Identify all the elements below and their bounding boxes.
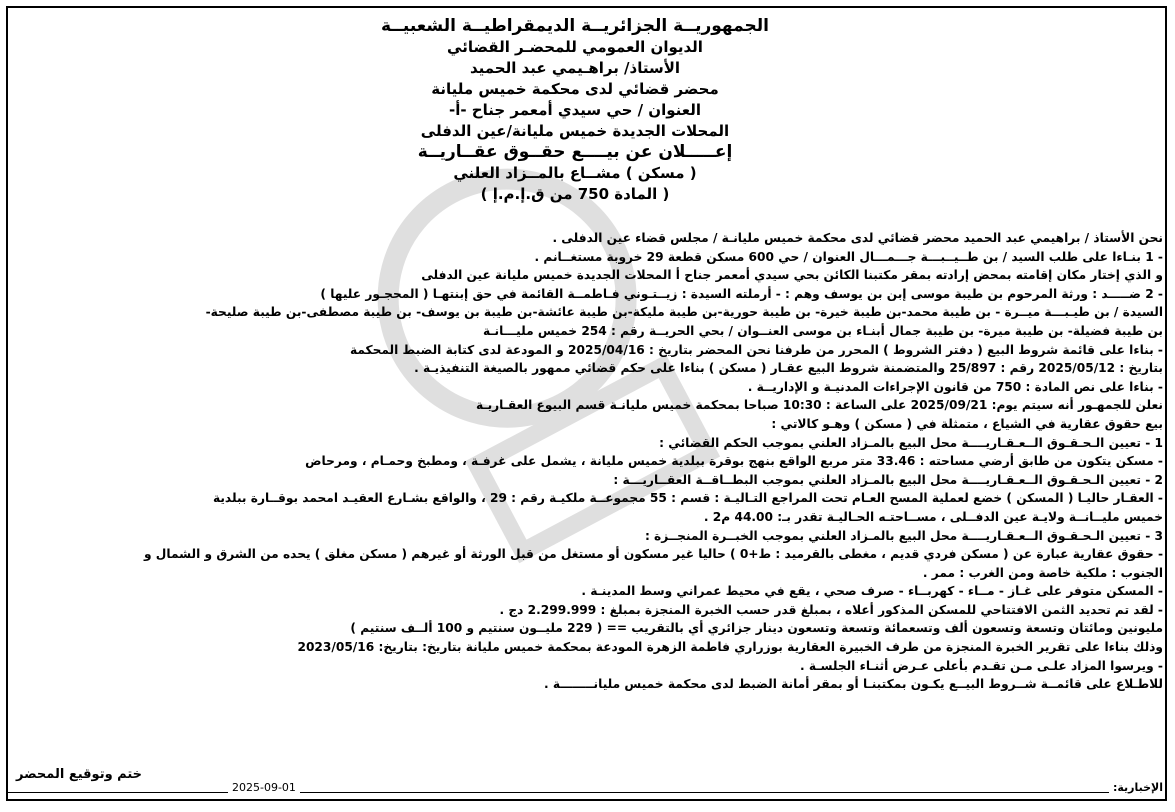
publication-date: 2025-09-01 <box>228 781 300 794</box>
body-line: - ويرسوا المزاد علـى مـن تقـدم بأعلى عـرض أثنـاء الجلسـة . <box>800 658 1163 673</box>
signature-label: ختم وتوقيع المحضر <box>16 767 143 782</box>
header-line-location: المحلات الجديدة خميس مليانة/عين الدفلى <box>420 122 730 140</box>
body-line: للاطـلاع على قائمــة شــروط البيــع يكـون بمكتبنـا أو بمقر أمانة الضبط لدى محكمة خميس مليانــــــــة . <box>543 677 1163 692</box>
body-line: الجنوب : ملكية خاصة ومن الغرب : ممر . <box>922 565 1163 580</box>
header-block <box>300 16 850 205</box>
notice-title: إعـــــلان عن بيــــع حقــوق عقــاريــة <box>417 142 733 162</box>
body-line: - مسكن يتكون من طابق أرضي مساحته : 33.46 متر مربع الواقع بنهج بوقرة ببلدية خميس مليانة ، يشمل على غرفـة ، ومطبخ وحمـام ، ومرحاض <box>305 454 1163 469</box>
body-line: - 2 ضـــــد : ورثة المرحوم بن طيبة موسى إبن بن يوسف وهم : - أرملته السيدة : زيــتـوني فـاطمــة القائمة في حق إبنتهـا ( المحجـور عليها ) <box>320 286 1163 301</box>
body-line: 3 - تعيين الـحـقـوق الــعـقـاريــــة محل البيع بالمـزاد العلني بموجب الخبــرة المنجــزة : <box>644 528 1163 543</box>
footer <box>8 781 1163 799</box>
body-line: بتاريخ : 2025/05/12 رقم : 25/897 والمتضمنة شروط البيع عقـار ( مسكن ) بناءا على حكم قضائي ممهور بالصيغة التنفيذيـة . <box>414 361 1163 376</box>
body-line: خميس مليــانــة ولايـة عين الدفــلى ، مســاحتـه الحـاليـة تقدر بـ: 44.00 م2 . <box>703 509 1163 524</box>
body-line: نحن الأستاذ / براهيمي عبد الحميد محضر قضائي لدى محكمة خميس مليانـة / مجلس قضاء عين الدفلى . <box>552 231 1163 245</box>
notice-subtitle: ( مسكن ) مشــاع بالمــزاد العلني <box>453 164 697 182</box>
body-line: - حقوق عقارية عبارة عن ( مسكن فردي قديم ، مغطى بالقرميد : ط+0 ) حاليا غير مسكون أو مستغل من قبل الورثة أو غيرهم ( مسكن مغلق ) يحده من الشرق و الشمال و <box>143 547 1163 562</box>
body-line: السيدة / بن طيـبـــة ميــرة - بن طيبة محمد-بن طيبة خيرة- بن طيبة حورية-بن طيبة مليكة-بن طيبة عائشة-بن طيبة بن يوسف- بن طيبة مصطفى-بن طيبة صليحة- <box>205 305 1163 320</box>
body-line: 2 - تعيين الـحـقـوق الــعـقـاريــــة محل البيع بالمـزاد العلني بموجب البطــاقــة العقــاريـــة : <box>613 472 1163 487</box>
body-line: نعلن للجمهـور أنه سيتم يوم: 2025/09/21 على الساعة : 10:30 صباحا بمحكمة خميس مليانـة قسم البيوع العقـاريـة <box>476 398 1163 413</box>
body-line: مليونين ومائتان وتسعة وتسعون ألف وتسعمائة وتسعة وتسعون دينار جزائري أي بالتقريب == ( 229 مليــون سنتيم و 100 ألــف سنتيم ) <box>350 621 1163 636</box>
publication-label: الإخبارية: <box>1109 781 1163 794</box>
body-line: وذلك بناءا على تقرير الخبرة المنجزة من طرف الخبيرة العقارية بوزراري فاطمة الزهرة المودعة بمحكمة خميس مليانة بتاريخ: بتاريخ: 2023/05/16 <box>297 640 1163 655</box>
body-line: بيع حقوق عقارية في الشياع ، متمثلة في ( مسكن ) وهـو كالاتي : <box>771 416 1163 431</box>
body-line: 1 - تعيين الـحـقـوق الــعـقـاريــــة محل البيع بالمـزاد العلني بموجب الحكم القضائي : <box>659 435 1163 450</box>
header-line-court: محضر قضائي لدى محكمة خميس مليانة <box>431 80 719 98</box>
body-line: - بناءا على نص المادة : 750 من قانون الإجراءات المدنيـة و الإداريــة . <box>747 379 1163 394</box>
body-line: و الذي إختار مكان إقامته بمحض إرادته بمقر مكتبنا الكائن بحي سيدي أمعمر جناح أ المحلات الجديدة خميس مليانة عين الدفلى <box>421 268 1163 283</box>
body-line: - المسكن متوفر على غـاز - مــاء - كهربــاء - صرف صحي ، يقع في محيط عمراني وسط المدينـة . <box>581 584 1163 599</box>
body-line: - لقد تم تحديد الثمن الافتتاحي للمسكن المذكور أعلاه ، بمبلغ قدر حسب الخبرة المنجزة بمبلغ : 2.299.999 دج . <box>499 602 1163 617</box>
body-line: - بناءا على قائمة شروط البيع ( دفتر الشروط ) المحرر من طرفنا نحن المحضر بتاريخ : 2025/04/16 و المودعة لدى كتابة الضبط المحكمة <box>349 342 1163 357</box>
notice-body <box>12 229 1163 694</box>
notice-article: ( المادة 750 من ق.إ.م.إ ) <box>480 185 670 203</box>
header-line-republic: الجمهوريــة الجزائريــة الديمقراطيــة الشعبيــة <box>381 16 769 36</box>
header-line-office: الديوان العمومي للمحضـر القضائي <box>447 38 703 56</box>
body-line: - العقـار حاليـا ( المسكن ) خضع لعملية المسح العـام تحت المراجع التـاليـة : قسم : 55 مجموعــة ملكيـة رقم : 29 ، والواقع بشـارع العقيـد امحمد بوقــارة ببلدية <box>212 491 1163 506</box>
body-line: - 1 بنـاءا على طلب السيد / بن طــيــبـــة جـــمـــال العنوان / حي 600 مسكن قطعة 29 خروبة مستغــانم . <box>534 249 1163 264</box>
body-line: بن طيبة فضيلة- بن طيبة ميرة- بن طيبة جمال أبنـاء بن موسى العنــوان / بحي الحريــة رقم : 254 خميس مليـــانـة <box>482 323 1163 338</box>
header-line-name: الأستاذ/ براهـيمي عبد الحميد <box>469 59 681 77</box>
header-line-address: العنوان / حي سيدي أمعمر جناح -أ- <box>448 101 702 119</box>
